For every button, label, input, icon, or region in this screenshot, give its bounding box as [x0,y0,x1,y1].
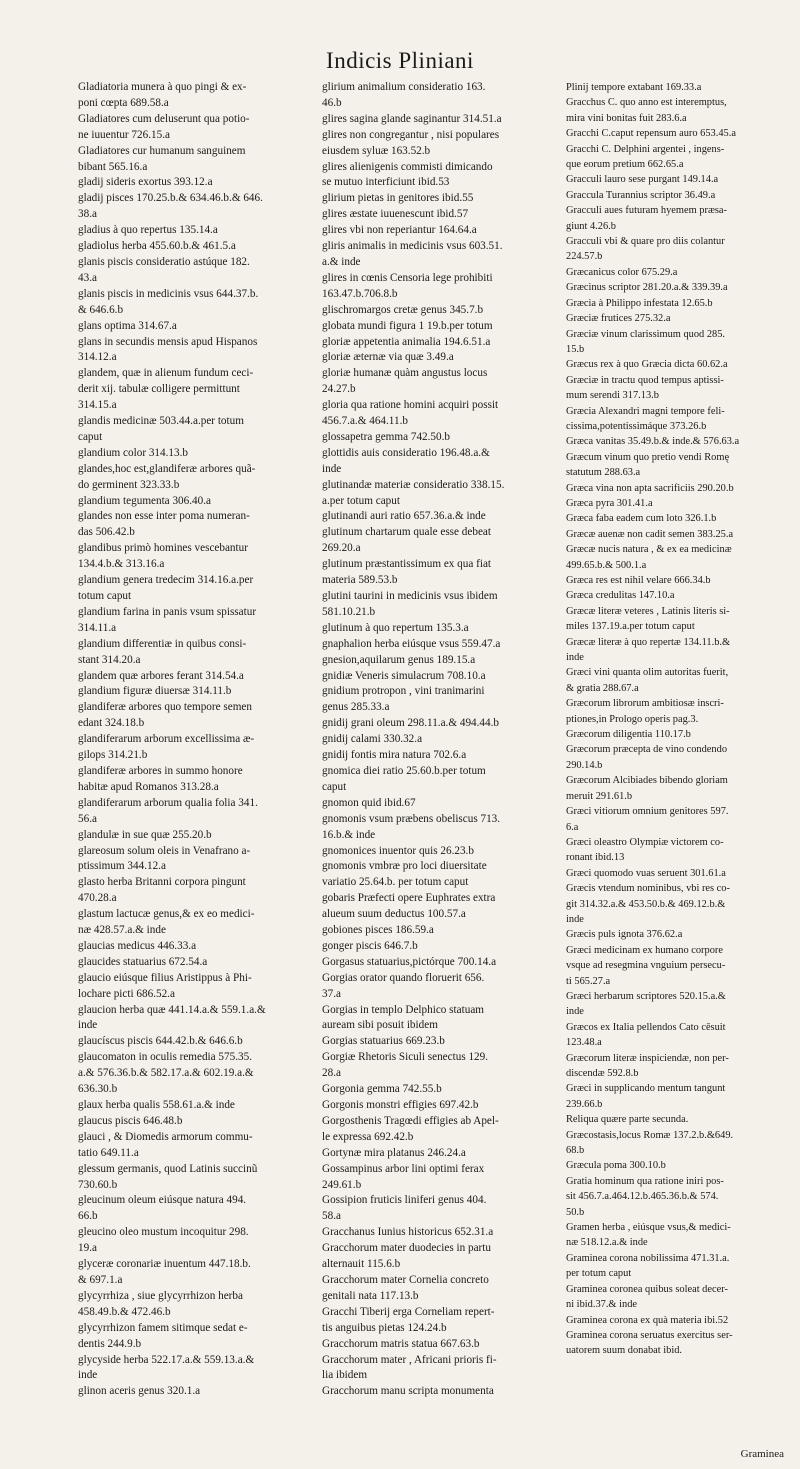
index-entry-line: gnesion,aquilarum genus 189.15.a [322,653,476,666]
index-entry-line: glaucíscus piscis 644.42.b.& 646.6.b [78,1035,243,1048]
index-entry-line: Græcorum literæ inspiciendæ, non per- [566,1052,729,1064]
index-entry-line: inde [78,1369,98,1382]
index-entry-line: Gladiatoria munera à quo pingi & ex- [78,81,247,93]
index-entry-line: glutinum à quo repertum 135.3.a [322,621,469,634]
index-entry-line: sit 456.7.a.464.12.b.465.36.b.& 574. [566,1191,719,1203]
index-entry-line: glasto herba Britanni corpora pingunt [78,876,246,889]
index-entry-line: 15.b [566,343,585,355]
index-entry-line: gliris animalis in medicinis vsus 603.51. [322,240,503,253]
index-entry-line: glires æstate iuuenescunt ibid.57 [322,208,469,221]
index-entry-line: ti 565.27.a [566,975,611,987]
index-entry-line: Græcia à Philippo infestata 12.65.b [566,297,713,309]
index-entry-line: Gorgosthenis Tragœdi effigies ab Apel- [322,1114,499,1127]
index-entry-line: lochare picti 686.52.a [78,987,175,1000]
index-entry-line: Gramen herba , eiúsque vsus,& medici- [566,1222,731,1234]
index-entry-line: variatio 25.64.b. per totum caput [322,876,469,889]
index-entry-line: inde [322,462,342,475]
index-entry-line: gnidiæ Veneris simulacrum 708.10.a [322,669,486,682]
index-entry-line: ni ibid.37.& inde [566,1299,637,1311]
index-entry-line: Græci oleastro Olympiæ victorem co- [566,836,724,848]
index-entry-line: Græcinus scriptor 281.20.a.& 339.39.a [566,282,728,294]
index-entry-line: & gratia 288.67.a [566,682,639,694]
index-entry-line: Græca res est nihil velare 666.34.b [566,575,711,586]
index-entry-line: 458.49.b.& 472.46.b [78,1305,171,1318]
index-entry-line: & 697.1.a [78,1273,123,1286]
index-entry-line: 314.15.a [78,399,117,412]
index-entry-line: Græcus rex à quo Græcia dicta 60.62.a [566,359,728,371]
index-entry-line: Graminea corona seruatus exercitus ser- [566,1329,733,1341]
index-entry-line: gleucino oleo mustum incoquitur 298. [78,1226,249,1239]
index-entry-line: glandiferarum arborum qualia folia 341. [78,796,258,809]
index-entry-line: Græci herbarum scriptores 520.15.a.& [566,990,726,1002]
index-entry-line: Gracchorum matris statua 667.63.b [322,1337,480,1350]
index-entry-line: gladiolus herba 455.60.b.& 461.5.a [78,240,236,253]
index-entry-line: lia ibidem [322,1369,368,1382]
index-entry-line: Gracchorum mater duodecies in partu [322,1242,491,1255]
index-entry-line: glirium pietas in genitores ibid.55 [322,192,474,205]
index-entry-line: 66.b [78,1210,98,1223]
index-entry-line: gobaris Præfecti opere Euphrates extra [322,892,496,905]
index-entry-line: Gracchus C. quo anno est interemptus, [566,97,727,109]
index-entry-line: tatio 649.11.a [78,1146,139,1159]
index-entry-line: 37.a [322,987,341,1000]
index-entry-line: Gratia hominum qua ratione iniri pos- [566,1175,724,1187]
index-entry-line: Gorgias in templo Delphico statuam [322,1003,484,1016]
index-entry-line: glycyrrhizon famem sitimque sedat e- [78,1321,248,1334]
index-entry-line: glaux herba qualis 558.61.a.& inde [78,1099,235,1111]
index-entry-line: 314.12.a [78,351,117,364]
index-entry-line: discendæ 592.8.b [566,1068,639,1079]
index-entry-line: glessum germanis, quod Latinis succinũ [78,1162,258,1175]
index-entry-line: Gracculi aues futuram hyemem præsa- [566,205,727,217]
index-entry-line: gnidij fontis mira natura 702.6.a [322,749,467,762]
index-entry-line: gnidij grani oleum 298.11.a.& 494.44.b [322,717,500,730]
index-entry-line: Græcia Alexandri magni tempore feli- [566,405,725,417]
index-entry-line: Græcæ literæ à quo repertæ 134.11.b.& [566,636,731,648]
index-entry-line: gonger piscis 646.7.b [322,939,418,952]
index-entry-line: gnomica diei ratio 25.60.b.per totum [322,764,486,777]
index-entry-line: Gossampinus arbor lini optimi ferax [322,1162,485,1175]
index-entry-line: gleucinum oleum eiúsque natura 494. [78,1194,247,1207]
index-entry-line: Gracchi Tiberij erga Corneliam repert- [322,1305,495,1318]
index-entry-line: 499.65.b.& 500.1.a [566,559,647,571]
index-entry-line: bibant 565.16.a [78,160,148,173]
index-entry-line: mum serendi 317.13.b [566,390,659,402]
index-entry-line: totum caput [78,590,132,602]
index-entry-line: glyceræ coronariæ inuentum 447.18.b. [78,1258,251,1271]
index-entry-line: ptiones,in Prologo operis pag.3. [566,713,699,725]
index-entry-line: & 646.6.b [78,303,124,316]
index-entry-line: 28.a [322,1067,341,1080]
index-entry-line: vsque ad resegmina vnguium persecu- [566,960,726,972]
index-entry-line: Gorgasus statuarius,pictórque 700.14.a [322,955,497,968]
index-entry-line: glandiferæ arbores in summo honore [78,764,243,777]
index-entry-line: habitæ apud Romanos 313.28.a [78,780,219,793]
index-entry-line: gladij pisces 170.25.b.& 634.46.b.& 646. [78,192,263,205]
index-entry-line: Gracculi lauro sese purgant 149.14.a [566,174,719,186]
index-entry-line: gnaphalion herba eiúsque vsus 559.47.a [322,637,501,650]
index-entry-line: inde [566,913,584,925]
index-entry-line: Gracchanus Iunius historicus 652.31.a [322,1226,494,1239]
index-entry-line: glutinum chartarum quale esse debeat [322,526,491,539]
index-entry-line: eiusdem syluæ 163.52.b [322,144,431,157]
index-entry-line: glaucomaton in oculis remedia 575.35. [78,1051,252,1064]
index-entry-line: do germinent 323.33.b [78,478,180,491]
index-entry-line: Græcæ auenæ non cadit semen 383.25.a [566,528,734,540]
index-entry-line: glottidis auis consideratio 196.48.a.& [322,446,490,459]
index-entry-line: uatorem suum donabat ibid. [566,1345,683,1357]
index-entry-line: glossapetra gemma 742.50.b [322,430,451,443]
index-entry-line: gnomonices inuentor quis 26.23.b [322,844,474,857]
index-entry-line: Gorgiæ Rhetoris Siculi senectus 129. [322,1051,489,1064]
index-entry-line: giunt 4.26.b [566,220,616,232]
index-entry-line: gladius à quo repertus 135.14.a [78,224,218,237]
index-entry-line: alueum suum deductus 100.57.a [322,908,466,921]
index-entry-line: Græcorum diligentia 110.17.b [566,729,691,741]
index-entry-line: Græcostasis,locus Romæ 137.2.b.&649. [566,1129,734,1141]
index-entry-line: 314.11.a [78,621,117,634]
index-entry-line: inde [78,1019,98,1032]
index-entry-line: glaucion herba quæ 441.14.a.& 559.1.a.& [78,1003,266,1016]
index-entry-line: glycyrrhiza , siue glycyrrhizon herba [78,1289,243,1302]
index-entry-line: dentis 244.9.b [78,1337,142,1350]
index-entry-line: gloria qua ratione homini acquiri possit [322,399,499,412]
index-entry-line: glires vbi non reperiantur 164.64.a [322,224,477,237]
index-entry-line: auream sibi posuit ibidem [322,1019,438,1032]
index-entry-line: gnomonis vsum præbens obeliscus 713. [322,812,501,825]
index-entry-line: caput [322,780,347,793]
index-entry-line: glaucides statuarius 672.54.a [78,955,208,968]
index-entry-line: Græcæ literæ veteres , Latinis literis si- [566,605,730,617]
index-entry-line: Gracchi C.caput repensum auro 653.45.a [566,128,736,140]
index-entry-line: edant 324.18.b [78,717,145,730]
index-entry-line: git 314.32.a.& 453.50.b.& 469.12.b.& [566,898,726,910]
index-entry-line: 470.28.a [78,892,117,905]
index-entry-line: glandium tegumenta 306.40.a [78,494,211,507]
index-entry-line: glandium color 314.13.b [78,446,188,459]
index-entry-line: ronant ibid.13 [566,852,625,864]
index-entry-line: derit xij. tabulæ colligere permittunt [78,383,240,396]
index-entry-line: Græciæ frutices 275.32.a [566,313,671,325]
index-entry-line: Græca credulitas 147.10.a [566,590,675,602]
index-entry-line: Græcum vinum quo pretio vendi Romę [566,451,730,463]
index-entry-line: ptissimum 344.12.a [78,860,166,873]
index-entry-line: Gorgonia gemma 742.55.b [322,1083,442,1096]
index-entry-line: gobiones pisces 186.59.a [322,924,434,937]
index-entry-line: gloriæ æternæ via quæ 3.49.a [322,351,454,364]
index-entry-line: Græca vanitas 35.49.b.& inde.& 576.63.a [566,436,740,448]
index-entry-line: glandulæ in sue quæ 255.20.b [78,828,212,841]
index-entry-line: Græca vina non apta sacrificiis 290.20.b [566,482,734,494]
index-entry-line: Græcula poma 300.10.b [566,1160,666,1172]
index-entry-line: poni cœpta 689.58.a [78,96,169,109]
index-entry-line: glanis piscis in medicinis vsus 644.37.b. [78,287,259,300]
index-entry-line: glandium figuræ diuersæ 314.11.b [78,685,232,698]
index-entry-line: glandium differentiæ in quibus consi- [78,637,247,650]
index-entry-line: Gorgias statuarius 669.23.b [322,1035,445,1048]
index-entry-line: glandes,hoc est,glandiferæ arbores quã- [78,462,256,475]
index-entry-line: meruit 291.61.b [566,790,633,802]
index-entry-line: Græcorum librorum ambitiosæ inscri- [566,698,724,710]
index-entry-line: inde [566,1006,584,1018]
index-entry-line: 50.b [566,1206,585,1218]
index-entry-line: alternauit 115.6.b [322,1258,401,1271]
index-entry-line: glires in cœnis Censoria lege prohibiti [322,271,493,284]
index-entry-line: a.per totum caput [322,494,400,507]
index-entry-line: 24.27.b [322,383,356,396]
index-entry-line: Graccula Turannius scriptor 36.49.a [566,189,716,201]
index-entry-line: 123.48.a [566,1037,602,1049]
index-entry-line: glandium farina in panis vsum spissatur [78,605,257,618]
index-entry-line: glutinum præstantissimum ex qua fiat [322,558,492,571]
index-entry-line: Græca pyra 301.41.a [566,497,653,509]
index-entry-line: 456.7.a.& 464.11.b [322,415,408,428]
index-entry-line: glandibus primò homines vescebantur [78,542,248,555]
index-entry-line: 46.b [322,96,342,109]
index-entry-line: statutum 288.63.a [566,467,641,479]
index-entry-line: 134.4.b.& 313.16.a [78,558,165,571]
index-entry-line: gloriæ appetentia animalia 194.6.51.a [322,335,491,348]
index-entry-line: Graminea corona ex quà materia ibi.52 [566,1314,729,1326]
index-entry-line: Græci in supplicando mentum tangunt [566,1083,726,1095]
index-entry-line: Græci quomodo vuas seruent 301.61.a [566,867,726,879]
index-entry-line: 58.a [322,1210,341,1223]
index-entry-line: glareosum solum oleis in Venafrano a- [78,844,251,857]
index-entry-line: Gorgonis monstri effigies 697.42.b [322,1099,479,1111]
index-entry-line: Græciæ vinum clarissimum quod 285. [566,328,726,340]
index-column-left [78,80,316,1400]
index-entry-line: genus 285.33.a [322,701,390,714]
index-entry-line: Graminea corona nobilissima 471.31.a. [566,1252,730,1264]
index-entry-line: glutinandæ materiæ consideratio 338.15. [322,478,505,491]
index-entry-line: glandem, quæ in alienum fundum ceci- [78,367,254,380]
index-entry-line: que eorum pretium 662.65.a [566,159,684,171]
index-column-middle [322,80,560,1400]
index-entry-line: glires non congregantur , nisi populares [322,128,500,141]
index-entry-line: a.& 576.36.b.& 582.17.a.& 602.19.a.& [78,1067,254,1080]
index-entry-line: Græci vitiorum omnium genitores 597. [566,806,729,818]
index-entry-line: 43.a [78,271,97,284]
index-entry-line: Græcis puls ignota 376.62.a [566,929,683,941]
index-entry-line: 68.b [566,1145,585,1157]
index-entry-line: glauci , & Diomedis armorum commu- [78,1130,253,1143]
index-entry-line: glirium animalium consideratio 163. [322,81,486,93]
index-entry-line: ne iuuentur 726.15.a [78,128,170,141]
index-entry-line: Plinij tempore extabant 169.33.a [566,82,702,93]
index-entry-line: glinon aceris genus 320.1.a [78,1385,201,1398]
index-entry-line: Gladiatores cur humanum sanguinem [78,144,246,157]
catchword: Graminea [740,1448,784,1460]
index-entry-line: gladij sideris exortus 393.12.a [78,176,213,189]
index-entry-line: miles 137.19.a.per totum caput [566,621,695,633]
index-entry-line: glans in secundis mensis apud Hispanos [78,335,258,348]
index-entry-line: Gossipion fruticis liniferi genus 404. [322,1194,487,1207]
index-entry-line: mira vini bonitas fuit 283.6.a [566,112,687,124]
index-entry-line: Græcanicus color 675.29.a [566,266,678,278]
index-entry-line: 19.a [78,1242,97,1255]
index-entry-line: caput [78,430,103,443]
index-entry-line: Græci vini quanta olim autoritas fuerit, [566,667,729,679]
index-entry-line: glandes non esse inter poma numeran- [78,510,250,523]
index-entry-line: Græci medicinam ex humano corpore [566,944,723,956]
index-entry-line: 239.66.b [566,1098,603,1110]
index-entry-line: 38.a [78,208,97,221]
index-entry-line: inde [566,652,584,664]
index-entry-line: stant 314.20.a [78,653,141,666]
index-entry-line: Gracchi C. Delphini argentei , ingens- [566,143,725,155]
index-entry-line: a.& inde [322,255,361,268]
index-entry-line: cissima,potentissimáque 373.26.b [566,420,707,432]
index-entry-line: Gracchorum manu scripta monumenta [322,1385,494,1398]
index-entry-line: glandium genera tredecim 314.16.a.per [78,574,254,587]
index-entry-line: Græciæ in tractu quod tempus aptissi- [566,374,724,386]
index-entry-line: 730.60.b [78,1178,118,1191]
index-entry-line: tis anguibus pietas 124.24.b [322,1321,447,1334]
index-entry-line: Gracchorum mater , Africani prioris fi- [322,1353,497,1366]
index-entry-line: gnomon quid ibid.67 [322,796,416,809]
index-entry-line: Gracculi vbi & quare pro diis colantur [566,236,725,248]
index-entry-line: 56.a [78,812,97,825]
index-entry-line: 581.10.21.b [322,605,376,618]
index-entry-line: 16.b.& inde [322,828,376,841]
index-entry-line: 224.57.b [566,251,603,263]
index-entry-line: glutini taurini in medicinis vsus ibidem [322,590,498,602]
index-entry-line: Graminea coronea quibus soleat decer- [566,1283,728,1295]
index-entry-line: globata mundi figura 1 19.b.per totum [322,319,493,332]
index-entry-line: Græcis vtendum nominibus, vbi res co- [566,883,730,895]
index-column-right [566,80,792,1359]
index-entry-line: gloriæ humanæ quàm angustus locus [322,367,488,380]
index-entry-line: glycyside herba 522.17.a.& 559.13.a.& [78,1353,255,1366]
index-entry-line: gnomonis vmbræ pro loci diuersitate [322,860,487,873]
index-entry-line: glutinandi auri ratio 657.36.a.& inde [322,510,486,523]
index-entry-line: 6.a [566,821,579,833]
index-entry-line: gnidij calami 330.32.a [322,733,423,746]
index-entry-line: glanis piscis consideratio astúque 182. [78,255,250,268]
index-entry-line: glandiferæ arbores quo tempore semen [78,701,252,714]
index-entry-line: Græcæ nucis natura , & ex ea medicinæ [566,544,732,556]
index-entry-line: glans optima 314.67.a [78,319,177,332]
index-entry-line: næ 428.57.a.& inde [78,924,166,937]
page-title: Indicis Pliniani [326,48,474,73]
index-entry-line: 636.30.b [78,1083,118,1096]
index-entry-line: genitali nata 117.13.b [322,1289,419,1302]
index-entry-line: glandem quæ arbores ferant 314.54.a [78,669,244,682]
index-entry-line: Græcorum præcepta de vino condendo [566,744,728,756]
index-entry-line: materia 589.53.b [322,574,398,587]
index-entry-line: gilops 314.21.b [78,749,148,762]
index-entry-line: Reliqua quære parte secunda. [566,1114,689,1126]
index-entry-line: gnidium protropon , vini tranimarini [322,685,485,698]
index-entry-line: glastum lactucæ genus,& ex eo medici- [78,908,255,921]
index-entry-line: 290.14.b [566,759,603,771]
index-entry-line: glandis medicinæ 503.44.a.per totum [78,415,244,428]
index-entry-line: Gracchorum mater Cornelia concreto [322,1273,489,1286]
index-entry-line: Græcorum Alcibiades bibendo gloriam [566,775,728,787]
index-entry-line: Gladiatores cum deluserunt qua potio- [78,112,250,125]
index-entry-line: glires sagina glande saginantur 314.51.a [322,112,502,125]
index-entry-line: Gorgias orator quando floruerit 656. [322,971,485,984]
index-entry-line: glires alienigenis commisti dimicando [322,160,493,173]
index-entry-line: Græca faba eadem cum loto 326.1.b [566,513,717,525]
index-entry-line: se mutuo interficiunt ibid.53 [322,176,450,189]
index-entry-line: per totum caput [566,1268,632,1280]
index-entry-line: das 506.42.b [78,526,135,539]
index-entry-line: Gortynæ mira platanus 246.24.a [322,1146,466,1159]
index-entry-line: le expressa 692.42.b [322,1130,414,1143]
index-entry-line: Græcos ex Italia pellendos Cato cēsuit [566,1021,726,1033]
index-entry-line: glischromargos cretæ genus 345.7.b [322,303,484,316]
index-entry-line: glaucias medicus 446.33.a [78,939,197,952]
index-entry-line: glaucio eiúsque filius Aristippus à Phi- [78,971,252,984]
index-entry-line: glaucus piscis 646.48.b [78,1114,183,1127]
index-entry-line: 163.47.b.706.8.b [322,287,398,300]
index-entry-line: næ 518.12.a.& inde [566,1237,648,1249]
index-entry-line: 269.20.a [322,542,361,555]
index-entry-line: 249.61.b [322,1178,362,1191]
index-entry-line: glandiferarum arborum excellissima æ- [78,733,255,746]
